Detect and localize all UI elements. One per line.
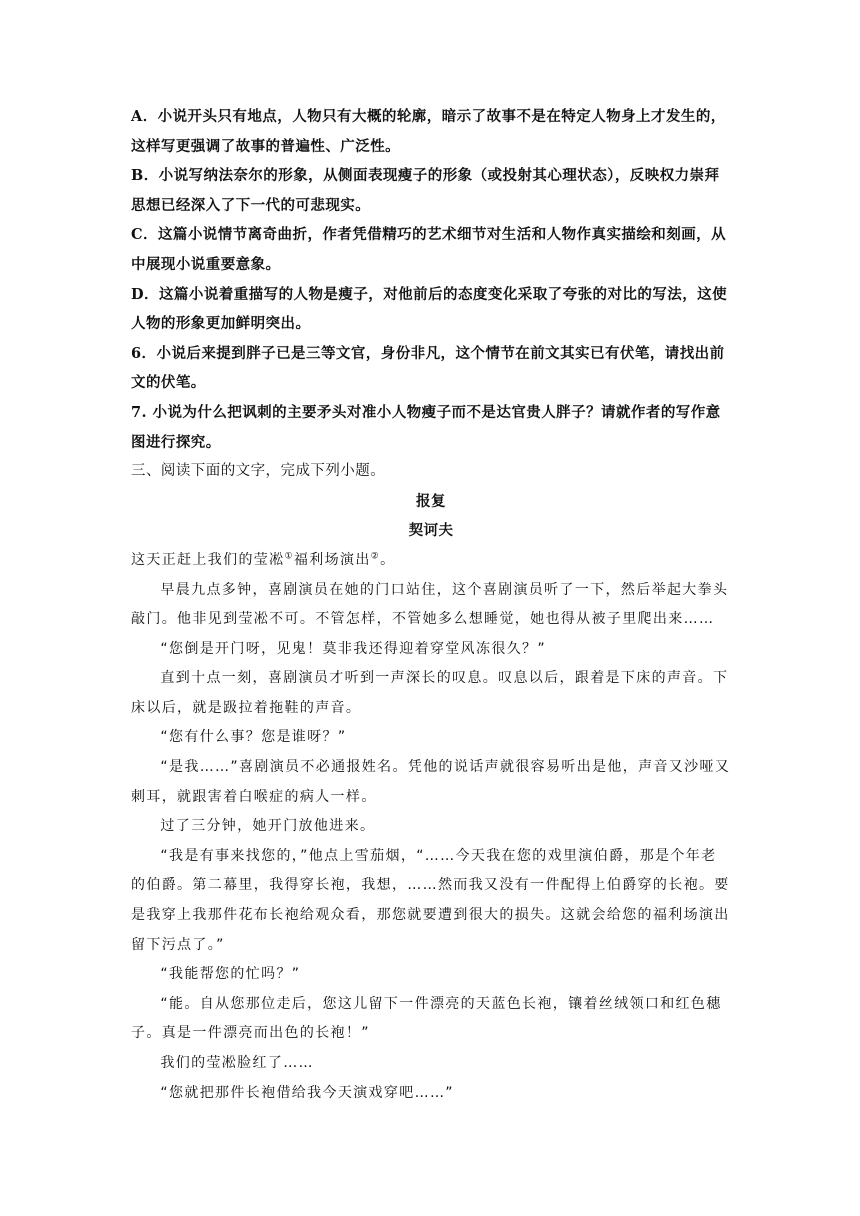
option-a-text: 小说开头只有地点，人物只有大概的轮廓，暗示了故事不是在特定人物身上才发生的，这样写更强调了故事的普遍性、广泛性。: [131, 108, 726, 155]
option-b-label: B．: [131, 167, 159, 185]
option-a-label: A．: [131, 108, 158, 125]
option-c-text: 这篇小说情节离奇曲折，作者凭借精巧的艺术细节对生活和人物作真实描绘和刻画，从中展现小说重要意象。: [131, 226, 727, 273]
footnote-1-marker: ①: [284, 551, 294, 562]
story-paragraph: “您有什么事？您是谁呀？”: [160, 729, 347, 746]
story-paragraph: “我是有事来找您的，”他点上雪茄烟，“……今天我在您的戏里演伯爵，那是个年老的伯爵。第二幕里，我得穿长袍，我想，……然而我又没有一件配得上伯爵穿的长袍。要是我穿上我那件花布长袍给观众看，那您就要遭到很大的损失。这就会给您的福利场演出留下污点了。”: [131, 847, 730, 953]
option-d-text: 这篇小说着重描写的人物是瘦子，对他前后的态度变化采取了夸张的对比的写法，这使人物的形象更加鲜明突出。: [131, 285, 728, 333]
story-intro: [131, 546, 731, 576]
story-paragraph: “能。自从您那位走后，您这儿留下一件漂亮的天蓝色长袍，镶着丝绒领口和红色穗子。真是一件漂亮而出色的长袍！”: [131, 995, 722, 1042]
option-d-label: D．: [131, 285, 159, 303]
question-6: 6．小说后来提到胖子已是三等文官，身份非凡，这个情节在前文其实已有伏笔，请找出前文的伏笔。: [131, 344, 725, 392]
footnote-2-marker: ②: [370, 551, 381, 562]
story-paragraph: “您倒是开门呀，见鬼！莫非我还得迎着穿堂风冻很久？”: [160, 640, 546, 657]
story-paragraph: 直到十点一刻，喜剧演员才听到一声深长的叹息。叹息以后，跟着是下床的声音。下床以后，就是趿拉着拖鞋的声音。: [131, 670, 729, 716]
story-paragraph: 我们的莹凇脸红了……: [160, 1055, 314, 1071]
option-b: [131, 161, 731, 220]
story-paragraph: “您就把那件长袍借给我今天演戏穿吧……”: [160, 1084, 454, 1101]
option-c-label: C．: [131, 226, 158, 244]
option-a: [131, 102, 731, 161]
story-intro-c: 。: [380, 551, 396, 568]
option-c: [131, 220, 731, 279]
story-text: [131, 546, 731, 1108]
document-body: [131, 102, 731, 1108]
story-paragraph: “是我……”喜剧演员不必通报姓名。凭他的说话声就很容易听出是他，声音又沙哑又刺耳，就跟害着白喉症的病人一样。: [131, 759, 731, 805]
story-paragraph: “我能帮您的忙吗？”: [160, 966, 301, 983]
option-d: [131, 280, 731, 339]
question-7: 7. 小说为什么把讽刺的主要矛头对准小人物瘦子而不是达官贵人胖子？请就作者的写作意图进行探究。: [131, 403, 721, 451]
story-author: 契诃夫: [408, 522, 454, 540]
story-title: 报复: [416, 492, 446, 510]
story-paragraph: 过了三分钟，她开门放他进来。: [160, 818, 376, 835]
story-intro-a: 这天正赶上我们的莹凇: [131, 551, 285, 568]
option-b-text: 小说写纳法奈尔的形象，从侧面表现瘦子的形象（或投射其心理状态），反映权力崇拜思想已经深入了下一代的可悲现实。: [131, 167, 720, 214]
story-paragraph: 早晨九点多钟，喜剧演员在她的门口站住，这个喜剧演员听了一下，然后举起大拳头敲门。他非见到莹凇不可。不管怎样，不管她多么想睡觉，她也得从被子里爬出来……: [131, 581, 729, 628]
story-intro-b: 福利场演出: [293, 551, 371, 568]
section-3-heading: 三、阅读下面的文字，完成下列小题。: [131, 463, 386, 480]
